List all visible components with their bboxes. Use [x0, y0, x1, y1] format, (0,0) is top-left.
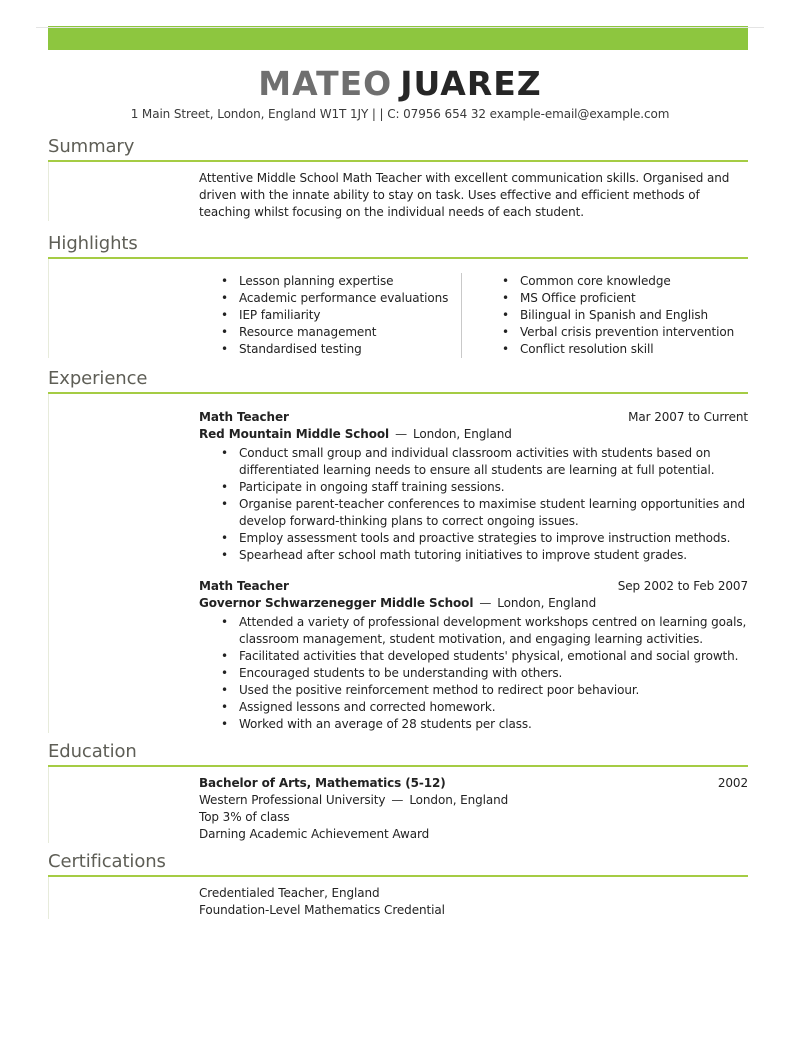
- list-item: [199, 682, 748, 699]
- duty-text: • Participate in ongoing staff training sessions.: [239, 480, 505, 494]
- left-gutter: [49, 162, 199, 221]
- summary-text: Attentive Middle School Math Teacher with excellent communication skills. Organised and driven with the innate ability to stay on task. Uses effective and efficient methods of teaching whilst focusing on the individual needs of each student.: [199, 171, 730, 219]
- education-body: [48, 767, 748, 843]
- job-bullet-list: [199, 614, 748, 733]
- duty-text: • Employ assessment tools and proactive strategies to improve instruction methods.: [239, 531, 731, 545]
- highlights-left-column: [199, 273, 461, 358]
- highlight-text: • Conflict resolution skill: [520, 342, 654, 356]
- highlights-right-column: [461, 273, 748, 358]
- page-top-edge: [36, 27, 764, 28]
- school-line: [199, 792, 748, 809]
- highlights-columns: [199, 267, 748, 358]
- highlight-text: • Common core knowledge: [520, 274, 671, 288]
- list-item: [480, 290, 748, 307]
- school-location: London, England: [409, 793, 509, 807]
- job-entry: [199, 402, 748, 564]
- left-gutter: [49, 259, 199, 358]
- section-highlights: [48, 233, 748, 358]
- duty-text: • Attended a variety of professional development workshops centred on learning goals, classroom management, student motivation, and engaging learning activities.: [239, 615, 747, 646]
- list-item: [480, 341, 748, 358]
- list-item: [199, 648, 748, 665]
- job-dates: Mar 2007 to Current: [628, 410, 748, 424]
- highlight-text: • IEP familiarity: [239, 308, 321, 322]
- list-item: [199, 273, 461, 290]
- list-item: [199, 716, 748, 733]
- contact-info: 1 Main Street, London, England W1T 1JY | | C: 07956 654 32 example-email@example.com: [130, 107, 670, 121]
- job-entry: [199, 564, 748, 733]
- graduation-year: 2002: [717, 776, 748, 790]
- certification-item: Credentialed Teacher, England: [199, 886, 380, 900]
- education-detail: Darning Academic Achievement Award: [199, 827, 430, 841]
- duty-text: • Encouraged students to be understanding with others.: [239, 666, 563, 680]
- summary-heading: Summary: [48, 136, 748, 162]
- highlight-text: • MS Office proficient: [520, 291, 636, 305]
- dash-separator: —: [395, 427, 407, 441]
- section-certifications: [48, 851, 748, 919]
- job-header: [199, 409, 748, 426]
- duty-text: • Facilitated activities that developed students' physical, emotional and social growth.: [239, 649, 739, 663]
- dash-separator: —: [479, 596, 492, 610]
- duty-text: • Spearhead after school math tutoring initiatives to improve student grades.: [239, 548, 688, 562]
- job-location: London, England: [497, 596, 597, 610]
- duty-text: • Used the positive reinforcement method to redirect poor behaviour.: [239, 683, 640, 697]
- list-item: [199, 479, 748, 496]
- experience-heading: Experience: [48, 368, 748, 394]
- dash-separator: —: [391, 793, 404, 807]
- job-bullet-list: [199, 445, 748, 564]
- highlight-text: • Resource management: [239, 325, 377, 339]
- first-name: MATEO: [258, 64, 393, 103]
- employer-line: [199, 426, 748, 443]
- last-name: JUAREZ: [400, 64, 542, 103]
- accent-bar: [48, 26, 748, 50]
- duty-text: • Conduct small group and individual classroom activities with students based on differentiated learning needs to ensure all students are learning at full potential.: [239, 446, 715, 477]
- certifications-body: [48, 877, 748, 919]
- highlight-text: • Standardised testing: [239, 342, 362, 356]
- section-summary: [48, 136, 748, 221]
- list-item: [199, 445, 748, 479]
- education-detail: Top 3% of class: [199, 810, 290, 824]
- duty-text: • Assigned lessons and corrected homework.: [239, 700, 496, 714]
- list-item: [480, 307, 748, 324]
- job-title: Math Teacher: [199, 579, 289, 593]
- list-item: [199, 307, 461, 324]
- education-heading: Education: [48, 741, 748, 767]
- summary-body: [48, 162, 748, 221]
- section-education: [48, 741, 748, 843]
- list-item: [199, 324, 461, 341]
- highlight-text: • Bilingual in Spanish and English: [520, 308, 709, 322]
- list-item: [480, 273, 748, 290]
- highlight-text: • Verbal crisis prevention intervention: [520, 325, 735, 339]
- list-item: [199, 496, 748, 530]
- degree-title: Bachelor of Arts, Mathematics (5-12): [199, 776, 446, 790]
- highlights-heading: Highlights: [48, 233, 748, 259]
- left-gutter: [49, 394, 199, 733]
- job-header: [199, 578, 748, 595]
- list-item: [199, 614, 748, 648]
- list-item: [199, 530, 748, 547]
- list-item: [199, 665, 748, 682]
- employer-name: Governor Schwarzenegger Middle School: [199, 596, 474, 610]
- list-item: [199, 699, 748, 716]
- list-item: [199, 290, 461, 307]
- job-location: London, England: [412, 427, 512, 441]
- highlight-text: • Lesson planning expertise: [239, 274, 394, 288]
- list-item: [199, 341, 461, 358]
- duty-text: • Worked with an average of 28 students per class.: [239, 717, 532, 731]
- employer-name: Red Mountain Middle School: [199, 427, 390, 441]
- highlights-body: [48, 259, 748, 358]
- certifications-heading: Certifications: [48, 851, 748, 877]
- certification-item: Foundation-Level Mathematics Credential: [199, 903, 445, 917]
- resume-page: [0, 26, 800, 1061]
- experience-body: [48, 394, 748, 733]
- job-title: Math Teacher: [199, 410, 289, 424]
- education-header: [199, 775, 748, 792]
- left-gutter: [49, 767, 199, 843]
- section-experience: [48, 368, 748, 733]
- list-item: [199, 547, 748, 564]
- duty-text: • Organise parent-teacher conferences to maximise student learning opportunities and develop forward-thinking plans to correct ongoing issues.: [239, 497, 746, 528]
- employer-line: [199, 595, 748, 612]
- candidate-name: [0, 65, 800, 103]
- school-name: Western Professional University: [199, 793, 386, 807]
- job-dates: Sep 2002 to Feb 2007: [617, 579, 748, 593]
- left-gutter: [49, 877, 199, 919]
- list-item: [480, 324, 748, 341]
- highlight-text: • Academic performance evaluations: [239, 291, 449, 305]
